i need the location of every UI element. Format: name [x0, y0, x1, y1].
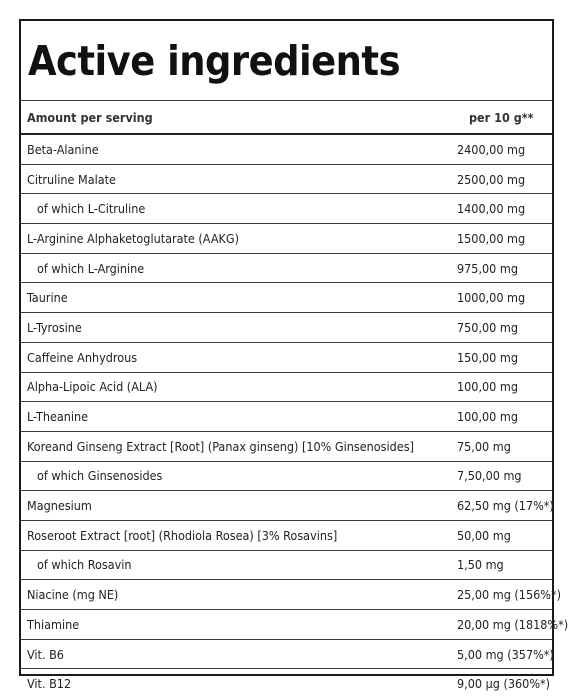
ingredient-amount: 2500,00 mg — [427, 164, 552, 194]
table-row — [21, 372, 552, 402]
table-row — [21, 491, 552, 521]
ingredient-amount: 5,00 mg (357%*) — [427, 639, 552, 669]
ingredient-name: Beta-Alanine — [21, 134, 427, 164]
table-row — [21, 342, 552, 372]
ingredient-name: Citruline Malate — [21, 164, 427, 194]
page-title: Active ingredients — [21, 21, 552, 101]
column-header-amount-per-serving: Amount per serving — [21, 101, 427, 134]
ingredient-amount: 1500,00 mg — [427, 224, 552, 254]
table-row — [21, 610, 552, 640]
table-row — [21, 639, 552, 669]
ingredients-table-body — [21, 134, 569, 698]
ingredient-amount: 750,00 mg — [427, 313, 552, 343]
table-row — [21, 431, 552, 461]
table-row — [21, 283, 552, 313]
ingredient-amount: 1000,00 mg — [427, 283, 552, 313]
table-row — [21, 134, 552, 164]
column-header-per-10g: per 10 g** — [427, 101, 552, 134]
ingredient-name: Thiamine — [21, 610, 427, 640]
ingredient-name: L-Arginine Alphaketoglutarate (AAKG) — [21, 224, 427, 254]
ingredient-amount: 1,50 mg — [427, 550, 552, 580]
ingredient-name: L-Tyrosine — [21, 313, 427, 343]
table-row — [21, 253, 552, 283]
ingredient-name: Alpha-Lipoic Acid (ALA) — [21, 372, 427, 402]
ingredient-name: Taurine — [21, 283, 427, 313]
ingredient-name: Magnesium — [21, 491, 427, 521]
table-row — [21, 461, 552, 491]
ingredient-name: Koreand Ginseng Extract [Root] (Panax ginseng) [10% Ginsenosides] — [21, 431, 427, 461]
ingredient-name: of which L-Citruline — [21, 194, 427, 224]
ingredient-name: Caffeine Anhydrous — [21, 342, 427, 372]
ingredient-name: Vit. B12 — [27, 676, 72, 692]
ingredient-amount: 62,50 mg (17%*) — [427, 491, 552, 521]
table-row — [21, 520, 552, 550]
ingredients-panel — [19, 19, 569, 692]
ingredient-name: of which Rosavin — [21, 550, 427, 580]
ingredient-amount: 100,00 mg — [427, 402, 552, 432]
ingredient-amount: 1400,00 mg — [427, 194, 552, 224]
ingredient-name: Niacine (mg NE) — [21, 580, 427, 610]
ingredient-amount: 150,00 mg — [427, 342, 552, 372]
ingredient-name: of which L-Arginine — [21, 253, 427, 283]
table-row — [21, 402, 552, 432]
ingredient-amount: 7,50,00 mg — [427, 461, 552, 491]
ingredient-amount: 75,00 mg — [427, 431, 552, 461]
ingredients-table — [21, 101, 569, 698]
ingredient-name: L-Theanine — [21, 402, 427, 432]
ingredient-amount: 100,00 mg — [427, 372, 552, 402]
ingredient-name: Vit. B6 — [21, 639, 427, 669]
table-row — [21, 313, 552, 343]
table-row — [21, 580, 552, 610]
ingredient-name: Roseroot Extract [root] (Rhodiola Rosea) [3% Rosavins] — [21, 520, 427, 550]
ingredient-amount: 25,00 mg (156%*) — [427, 580, 552, 610]
table-header-row — [21, 101, 552, 134]
ingredient-name: of which Ginsenosides — [21, 461, 427, 491]
table-row — [21, 164, 552, 194]
table-row — [21, 669, 552, 698]
ingredient-amount: 2400,00 mg — [427, 134, 552, 164]
table-row — [21, 194, 552, 224]
table-row — [21, 550, 552, 580]
table-row — [21, 224, 552, 254]
ingredient-amount: 50,00 mg — [427, 520, 552, 550]
ingredient-amount: 9,00 µg (360%*) — [457, 676, 551, 692]
ingredient-amount: 20,00 mg (1818%*) — [427, 610, 552, 640]
ingredient-amount: 975,00 mg — [427, 253, 552, 283]
